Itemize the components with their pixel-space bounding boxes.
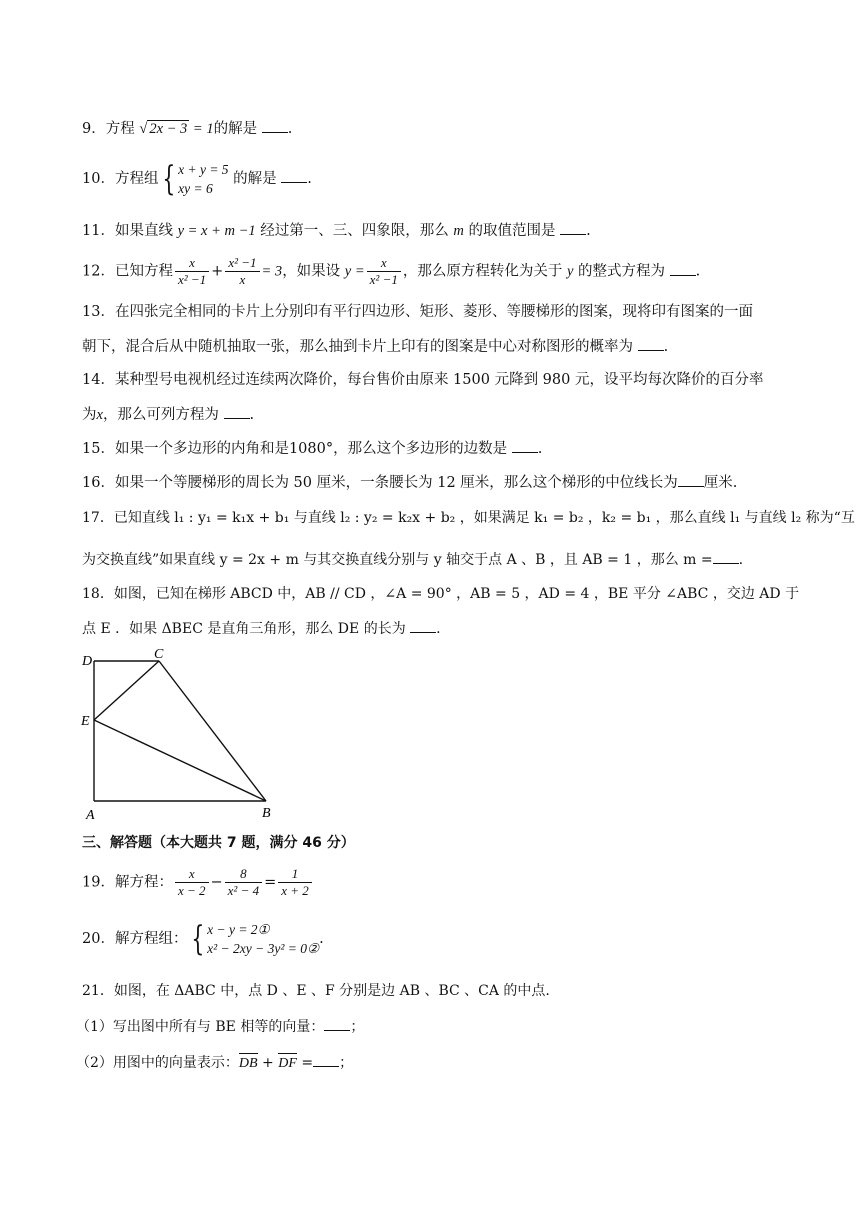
vector-db: DB <box>239 1054 258 1074</box>
question-21-part-2: （2）用图中的向量表示：DB + DF = ； <box>76 1052 353 1074</box>
vector-df: DF <box>278 1054 297 1074</box>
question-9: 9．方程 √ 2x − 3 = 1的解是 . <box>82 118 292 139</box>
label-e: E <box>81 714 90 729</box>
fraction: $\frac{1}{x + 2}$ <box>278 866 312 899</box>
question-21-part-1: （1）写出图中所有与 BE 相等的向量： ； <box>76 1016 364 1037</box>
question-14: 14．某种型号电视机经过连续两次降价，每台售价由原来 1500 元降到 980 元，设平均每次降价的百分率 <box>82 372 764 388</box>
equation-system: x + y = 5 xy = 6 <box>178 162 229 196</box>
label-b: B <box>262 806 271 821</box>
equation: y = x + m −1 <box>177 223 256 239</box>
question-text: 方程组 <box>114 171 159 187</box>
answer-blank[interactable] <box>281 168 307 183</box>
brace: { <box>191 919 205 959</box>
fraction: $\frac{x}{x - 2}$ <box>175 866 209 899</box>
question-13: 13．在四张完全相同的卡片上分别印有平行四边形、矩形、菱形、等腰梯形的图案，现将印有图案的一面 <box>82 304 753 320</box>
question-11: 11．如果直线 y = x + m −1 经过第一、三、四象限，那么 m 的取值范围是 . <box>82 220 591 241</box>
answer-blank[interactable] <box>560 220 586 235</box>
question-10: 10．方程组 { x + y = 5 xy = 6 的解是 . <box>82 159 312 199</box>
question-number: 9． <box>82 121 106 137</box>
segment-ec <box>94 661 159 720</box>
label-d: D <box>82 654 93 669</box>
question-12: 12．已知方程 $\frac{x}{\text{x² −1}}$ + $\frac{\text{x² −1}}{x}$ = 3，如果设 y = $\frac{x}{\text{x² −1}}$ ，那么原方程转化为关于 y 的整式方程为 . <box>82 255 701 287</box>
answer-blank[interactable] <box>638 336 664 351</box>
question-18-cont: 点 E ．如果 ΔBEC 是直角三角形，那么 DE 的长为 . <box>82 618 441 639</box>
question-14-cont: 为x，那么可列方程为 . <box>82 404 254 425</box>
answer-blank[interactable] <box>224 404 250 419</box>
fraction: $\frac{x}{\text{x² −1}}$ <box>367 255 401 288</box>
answer-blank[interactable] <box>512 438 538 453</box>
answer-blank[interactable] <box>678 472 704 487</box>
question-13-cont: 朝下，混合后从中随机抽取一张，那么抽到卡片上印有的图案是中心对称图形的概率为 . <box>82 336 668 357</box>
label-a: A <box>86 808 95 823</box>
question-18: 18．如图，已知在梯形 ABCD 中，AB // CD ，∠A = 90° ，AB = 5 ，AD = 4 ，BE 平分 ∠ABC ，交边 AD 于 <box>82 586 800 602</box>
brace: { <box>162 159 176 199</box>
question-20: 20．解方程组： { x − y = 2① x² − 2xy − 3y² = 0②. <box>82 919 324 959</box>
question-text: 的解是 <box>233 171 277 187</box>
side-cb <box>159 661 266 801</box>
answer-blank[interactable] <box>713 549 739 564</box>
question-17-cont: 为交换直线”如果直线 y = 2x + m 与其交换直线分别与 y 轴交于点 A 、B ，且 AB = 1 ，那么 m = . <box>82 549 743 570</box>
answer-blank[interactable] <box>410 618 436 633</box>
question-17: 17．已知直线 l₁ : y₁ = k₁x + b₁ 与直线 l₂ : y₂ = k₂x + b₂ ，如果满足 k₁ = b₂ ，k₂ = b₁ ，那么直线 l₁ 与直线 l₂ 称为“互 <box>82 510 855 526</box>
section-heading: 三、解答题（本大题共 7 题，满分 46 分） <box>82 835 355 851</box>
answer-blank[interactable] <box>313 1052 339 1067</box>
question-text: 的解是 <box>213 121 258 137</box>
question-number: 10． <box>82 171 115 187</box>
equation: √ 2x − 3 = 1 <box>139 121 214 137</box>
equation-system: x − y = 2① x² − 2xy − 3y² = 0② <box>207 922 320 956</box>
answer-blank[interactable] <box>324 1016 350 1031</box>
fraction: $\frac{8}{\text{x² − 4}}$ <box>225 866 262 899</box>
question-15: 15．如果一个多边形的内角和是1080°，那么这个多边形的边数是 . <box>82 438 542 459</box>
question-16: 16．如果一个等腰梯形的周长为 50 厘米，一条腰长为 12 厘米，那么这个梯形的中位线长为 厘米. <box>82 472 737 493</box>
segment-eb <box>94 720 266 801</box>
question-21: 21．如图，在 ΔABC 中，点 D 、E 、F 分别是边 AB 、BC 、CA 的中点. <box>82 983 550 999</box>
answer-blank[interactable] <box>670 261 696 276</box>
label-c: C <box>154 647 164 662</box>
answer-blank[interactable] <box>262 118 288 133</box>
fraction: $\frac{x}{\text{x² −1}}$ <box>175 255 209 288</box>
trapezoid-figure <box>78 645 288 825</box>
question-text: 方程 <box>105 121 135 137</box>
fraction: $\frac{\text{x² −1}}{x}$ <box>225 255 259 288</box>
question-19: 19．解方程： $\frac{x}{x - 2}$ − $\frac{8}{\text{x² − 4}}$ = $\frac{1}{x + 2}$ <box>82 866 314 899</box>
